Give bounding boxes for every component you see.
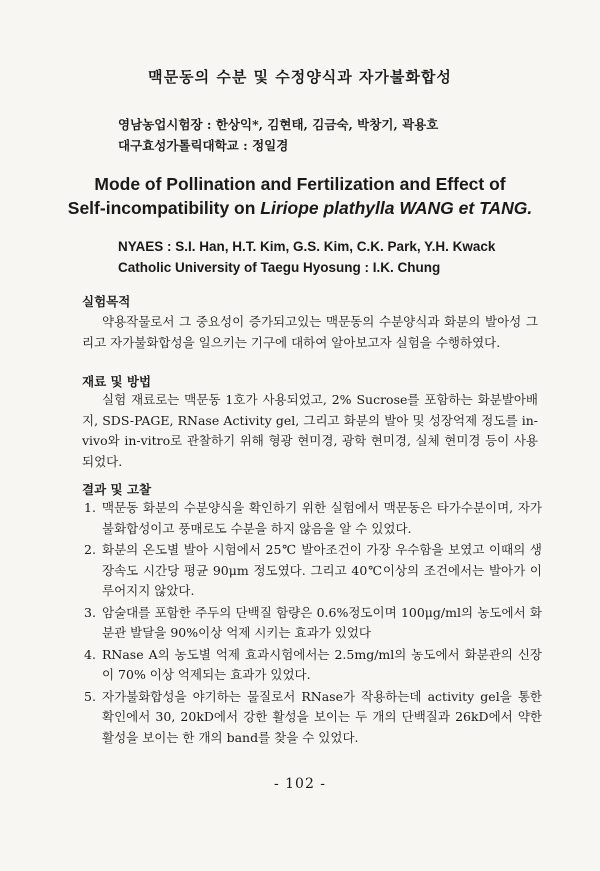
list-item — [82, 645, 542, 686]
english-authors-line-2: Catholic University of Taegu Hyosung : I.K. Chung — [118, 260, 441, 275]
purpose-text: 약용작물로서 그 중요성이 증가되고있는 맥문동의 수분양식과 화분의 발아성 그리고 자가불화합성을 일으키는 기구에 대하여 알아보고자 실험을 수행하였다. — [82, 314, 538, 350]
item-number: 2. — [84, 542, 96, 557]
list-item — [82, 603, 542, 644]
item-number: 5. — [84, 688, 96, 704]
item-number: 1. — [84, 500, 96, 515]
korean-authors-line-1: 영남농업시험장 : 한상익*, 김현태, 김금숙, 박창기, 곽용호 — [118, 117, 439, 132]
english-authors-line-1: NYAES : S.I. Han, H.T. Kim, G.S. Kim, C.K. Park, Y.H. Kwack — [118, 239, 496, 254]
korean-authors-line-2: 대구효성가톨릭대학교 : 정일경 — [118, 138, 289, 153]
korean-authors — [118, 114, 438, 156]
english-title-line-1: Mode of Pollination and Fertilization and Effect of — [94, 174, 506, 194]
item-text: RNase A의 농도별 억제 효과시험에서는 2.5mg/ml의 농도에서 화분관의 신장이 70% 이상 억제되는 효과가 있었다. — [102, 646, 542, 682]
english-authors — [118, 236, 495, 278]
purpose-heading: 실험목적 — [82, 294, 131, 309]
item-text: 암술대를 포함한 주두의 단백질 함량은 0.6%정도이며 100μg/ml의 농도에서 화분관 발달을 90%이상 억제 시키는 효과가 있었다 — [102, 604, 542, 640]
item-text: 화분의 온도별 발아 시험에서 25℃ 발아조건이 가장 우수함을 보였고 이때의 생장속도 시간당 평균 90μm 정도였다. 그리고 40℃이상의 조건에서는 발아가 이루어지지 않았다. — [102, 542, 542, 598]
korean-title: 맥문동의 수분 및 수정양식과 자가불화합성 — [148, 68, 452, 86]
methods-heading: 재료 및 방법 — [82, 374, 152, 389]
results-list — [82, 498, 542, 749]
english-title — [0, 172, 600, 220]
item-text: 맥문동 화분의 수분양식을 확인하기 위한 실험에서 맥문동은 타가수분이며, 자가 불화합성이고 풍매로도 수분을 하지 않음을 알 수 있었다. — [102, 500, 542, 536]
english-title-prefix: Self-incompatibility on — [67, 198, 261, 218]
results-heading: 결과 및 고찰 — [82, 482, 152, 497]
methods-text: 실험 재료로는 맥문동 1호가 사용되었고, 2% Sucrose를 포함하는 화분발아배지, SDS-PAGE, RNase Activity gel, 그리고 화분의 발아 및 성장억제 정도를 in-vivo와 in-vitro로 관찰하기 위해 형광 현미경, 광학 현미경, 실체 현미경 등이 사용되었다. — [82, 392, 538, 469]
item-text: 자가불화합성을 야기하는 물질로서 RNase가 작용하는데 activity gel을 통한 확인에서 30, 20kD에서 강한 활성을 보이는 두 개의 단백질과 26kD에서 약한 활성을 보이는 한 개의 band를 찾을 수 있었다. — [102, 688, 542, 745]
item-number: 4. — [84, 646, 96, 662]
page-number: - 102 - — [273, 776, 327, 792]
list-item — [82, 687, 542, 749]
list-item — [82, 540, 542, 602]
english-title-line-2 — [0, 196, 600, 220]
species-name: Liriope plathylla WANG et TANG. — [260, 198, 533, 218]
item-number: 3. — [84, 604, 96, 620]
list-item — [82, 498, 542, 539]
